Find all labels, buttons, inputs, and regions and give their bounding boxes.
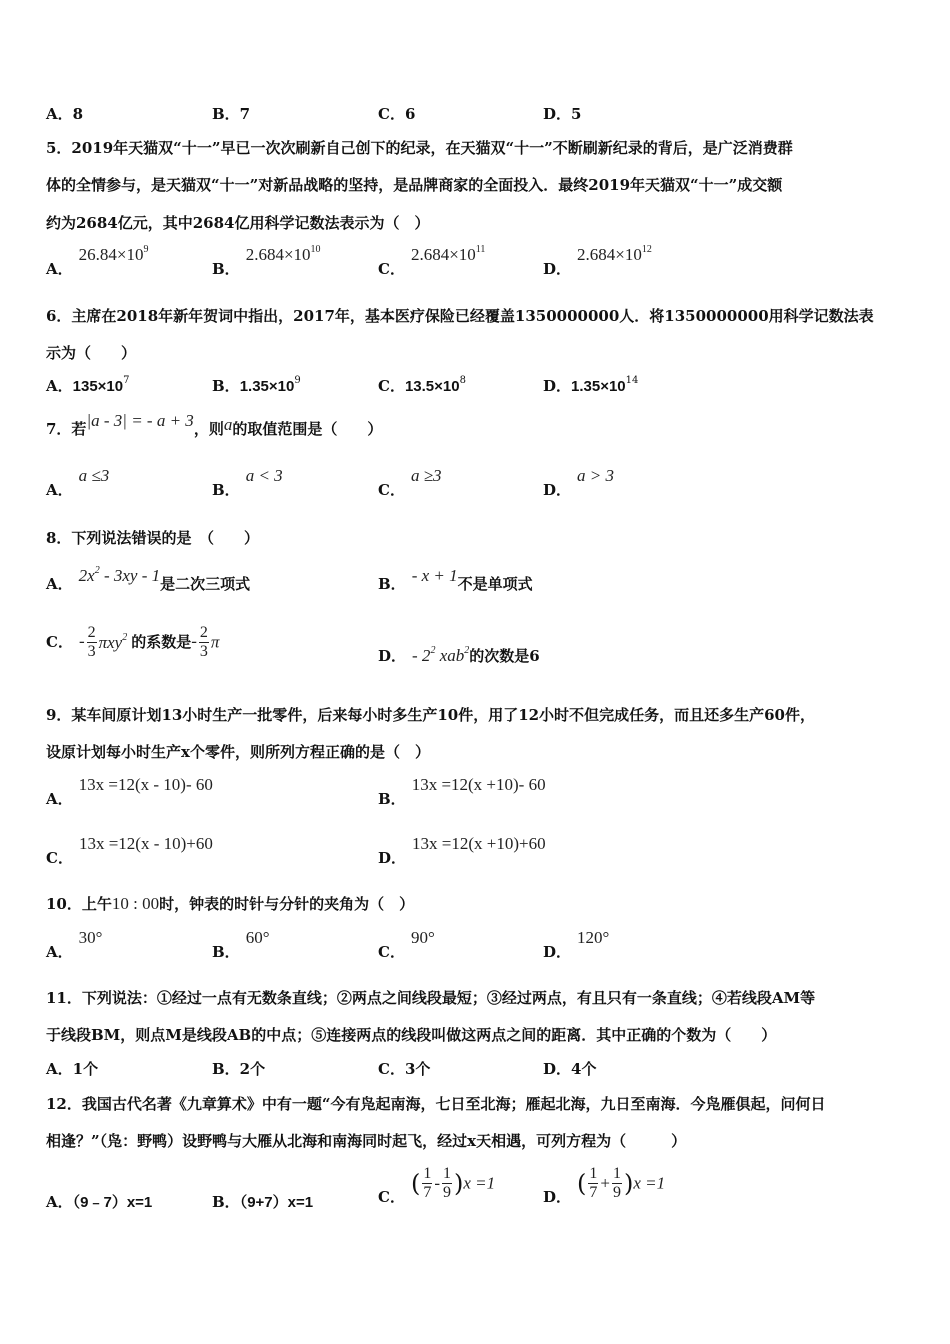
q10-option-b: B．60° — [212, 928, 270, 961]
q11-option-b: B．2个 — [212, 1060, 266, 1078]
q10-option-c: C．90° — [378, 928, 435, 961]
q5-stem-line-2: 体的全情参与，是天猫双“十一”对新品战略的坚持，是品牌商家的全面投入．最终2019年天猫双“十一”成交额 — [46, 176, 783, 194]
q9-option-d: D．13x =12(x +10)+60 — [378, 834, 546, 867]
q12-option-d: D． ( $\frac{1}{7}$ + $\frac{1}{9}$ )x =1 — [543, 1165, 666, 1206]
q7-option-b: B．a < 3 — [212, 466, 283, 499]
q4-option-b: B．7 — [212, 105, 251, 123]
q8-option-c: C． - $\frac{2}{3}$ πxy$^2$ 的系数是- $\frac{2}{3}$ π — [46, 624, 220, 660]
q6-option-a: A．$135\times 10^7$ — [46, 375, 130, 395]
q12-option-b: B．（9+7）x=1 — [212, 1193, 314, 1211]
q5-option-a — [46, 244, 149, 279]
q11-stem-line-1: 11．下列说法：①经过一点有无数条直线；②两点之间线段最短；③经过两点，有且只有一条直线；④若线段AM等 — [46, 989, 816, 1007]
q9-option-a: A．13x =12(x - 10)- 60 — [46, 775, 213, 808]
q11-option-c: C．3个 — [378, 1060, 431, 1078]
q9-option-c: C．13x =12(x - 10)+60 — [46, 834, 213, 867]
q8-option-a: A． $2x^2 - 3xy - 1$是二次三项式 — [46, 565, 251, 593]
q5-stem-line-3: 约为2684亿元，其中2684亿用科学记数法表示为（ ） — [46, 214, 430, 232]
q6-option-d: D．$1.35\times 10^{14}$ — [543, 375, 639, 395]
q9-stem-line-1: 9．某车间原计划13小时生产一批零件，后来每小时多生产10件，用了12小时不但完成任务，而且还多生产60件， — [46, 706, 815, 724]
q11-stem-line-2: 于线段BM，则点M是线段AB的中点；⑤连接两点的线段叫做这两点之间的距离．其中正确的个数为（ ） — [46, 1026, 777, 1044]
q7-option-d: D．a > 3 — [543, 466, 614, 499]
q5-option-c — [378, 244, 486, 279]
q6-option-c: C．$13.5\times 10^8$ — [378, 375, 466, 395]
q5-option-b — [212, 244, 321, 279]
q7-stem: 7．若|a - 3| = - a + 3，则a的取值范围是（ ） — [46, 411, 383, 438]
q7-option-a: A．a ≤3 — [46, 466, 110, 499]
q12-stem-line-1: 12．我国古代名著《九章算术》中有一题“今有凫起南海，七日至北海；雁起北海，九日至南海．今凫雁俱起，问何日 — [46, 1095, 826, 1113]
q4-option-d: D．5 — [543, 105, 582, 123]
option-label: C． — [378, 260, 405, 278]
option-label: D． — [543, 260, 572, 278]
q5-option-d — [543, 244, 652, 279]
q8-stem: 8．下列说法错误的是 （ ） — [46, 529, 259, 547]
abs-equation: |a - 3| = - a + 3 — [86, 411, 194, 430]
q6-stem-line-1: 6．主席在2018年新年贺词中指出，2017年，基本医疗保险已经覆盖1350000000人．将1350000000用科学记数法表 — [46, 307, 874, 325]
q11-option-d: D．4个 — [543, 1060, 597, 1078]
q7-option-c: C．a ≥3 — [378, 466, 442, 499]
q6-stem-line-2: 示为（ ） — [46, 344, 137, 362]
math-expression: $2.684\times 10^{11}$ — [410, 244, 486, 264]
q6-option-b: B．$1.35\times 10^9$ — [212, 375, 301, 395]
math-expression: $2.684\times 10^{12}$ — [577, 244, 652, 264]
option-label: B． — [212, 260, 240, 278]
option-label: A． — [46, 260, 73, 278]
q8-option-d: D． - $2^2$ xab$^2$的次数是6 — [378, 645, 540, 665]
q8-option-b: B． - x + 1不是单项式 — [378, 566, 533, 593]
q4-option-c: C．6 — [378, 105, 416, 123]
q12-option-a: A．（9﹣7）x=1 — [46, 1193, 153, 1211]
q4-option-a: A．8 — [46, 105, 84, 123]
q10-option-d: D．120° — [543, 928, 610, 961]
q12-option-c: C． ( $\frac{1}{7}$ - $\frac{1}{9}$ )x =1 — [378, 1165, 496, 1206]
q5-stem-line-1: 5．2019年天猫双“十一”早已一次次刷新自己创下的纪录，在天猫双“十一”不断刷新纪录的背后，是广泛消费群 — [46, 139, 793, 157]
math-expression: $2.684\times 10^{10}$ — [245, 244, 321, 264]
q9-stem-line-2: 设原计划每小时生产x个零件，则所列方程正确的是（ ） — [46, 743, 430, 761]
q10-option-a: A．30° — [46, 928, 103, 961]
q10-stem: 10．上午10 : 00时，钟表的时针与分针的夹角为（ ） — [46, 894, 415, 913]
q9-option-b: B．13x =12(x +10)- 60 — [378, 775, 546, 808]
q12-stem-line-2: 相逢？”（凫：野鸭）设野鸭与大雁从北海和南海同时起飞，经过x天相遇，可列方程为（ ） — [46, 1132, 687, 1150]
q11-option-a: A．1个 — [46, 1060, 99, 1078]
math-expression: $26.84\times 10^9$ — [78, 244, 149, 264]
